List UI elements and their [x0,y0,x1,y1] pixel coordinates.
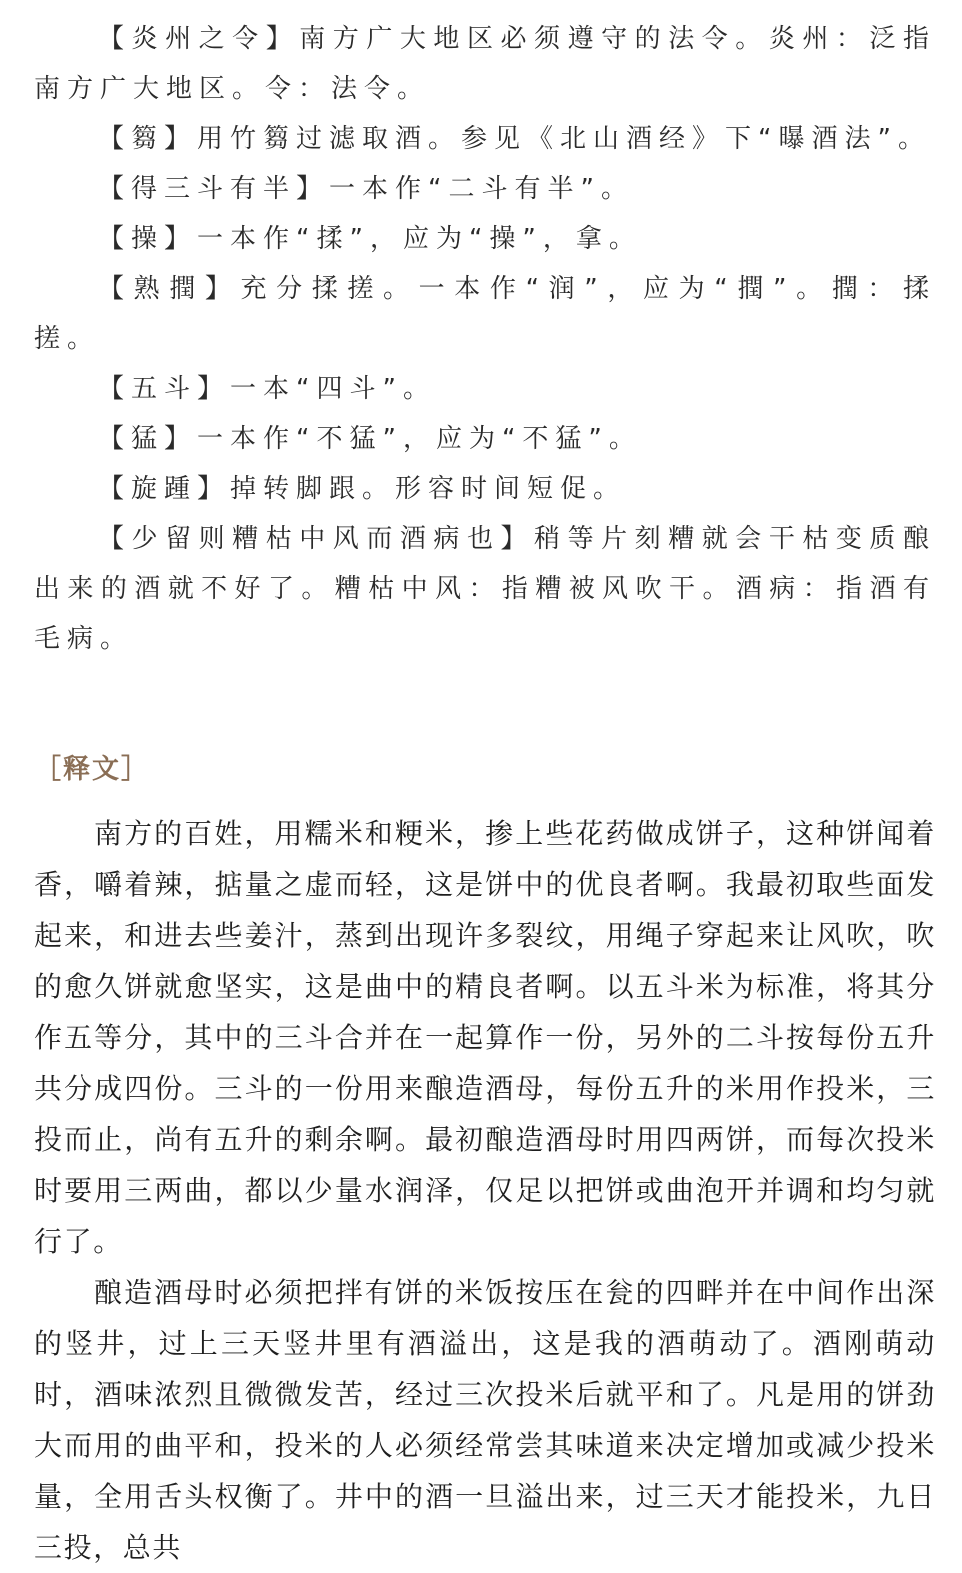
annotation-text: 南方广大地区必须遵守的法令。炎州：泛指南方广大地区。令：法令。 [34,24,936,104]
annotation-text: 用竹篘过滤取酒。参见《北山酒经》下“曝酒法”。 [197,124,931,154]
annotation-text: 掉转脚跟。形容时间短促。 [230,474,627,504]
annotation-term: 【旋踵】 [98,474,231,504]
translation-paragraph: 南方的百姓，用糯米和粳米，掺上些花药做成饼子，这种饼闻着香，嚼着辣，掂量之虚而轻，这是饼中的优良者啊。我最初取些面发起来，和进去些姜汁，蒸到出现许多裂纹，用绳子穿起来让风吹，吹的愈久饼就愈坚实，这是曲中的精良者啊。以五斗米为标准，将其分作五等分，其中的三斗合并在一起算作一份，另外的二斗按每份五升共分成四份。三斗的一份用来酿造酒母，每份五升的米用作投米，三投而止，尚有五升的剩余啊。最初酿造酒母时用四两饼，而每次投米时要用三两曲，都以少量水润泽，仅足以把饼或曲泡开并调和均匀就行了。 [34,817,936,1258]
annotation-term: 【篘】 [98,124,198,154]
translation-paragraph: 酿造酒母时必须把拌有饼的米饭按压在瓮的四畔并在中间作出深的竖井，过上三天竖井里有酒溢出，这是我的酒萌动了。酒刚萌动时，酒味浓烈且微微发苦，经过三次投米后就平和了。凡是用的饼劲大而用的曲平和，投米的人必须经常尝其味道来决定增加或减少投米量，全用舌头权衡了。井中的酒一旦溢出来，过三天才能投米，九日三投，总共 [34,1276,936,1564]
section-heading: ［释文］ [34,754,150,785]
annotation-term: 【炎州之令】 [98,24,300,54]
annotation-item [34,164,936,214]
annotation-text: 稍等片刻糟就会干枯变质酿出来的酒就不好了。糟枯中风：指糟被风吹干。酒病：指酒有毛病。 [34,524,936,654]
annotations [34,14,936,664]
annotation-text: 一本作“不猛”，应为“不猛”。 [197,424,642,454]
annotation-item [34,114,936,164]
annotation-term: 【熟撋】 [98,274,241,304]
annotation-item [34,514,936,664]
annotation-term: 【少留则糟枯中风而酒病也】 [98,524,535,554]
annotation-item [34,414,936,464]
annotation-term: 【得三斗有半】 [98,174,330,204]
translation-body [34,808,936,1573]
annotation-text: 一本作“二斗有半”。 [329,174,634,204]
annotation-item [34,264,936,364]
annotation-text: 一本作“揉”，应为“操”，拿。 [197,224,642,254]
annotation-term: 【猛】 [98,424,198,454]
annotation-item [34,14,936,114]
annotation-item [34,214,936,264]
annotation-term: 【操】 [98,224,198,254]
annotation-item [34,364,936,414]
annotation-text: 一本“四斗”。 [230,374,436,404]
annotation-term: 【五斗】 [98,374,231,404]
annotation-text: 充分揉搓。一本作“润”，应为“撋”。撋：揉搓。 [34,274,936,354]
annotation-item [34,464,936,514]
